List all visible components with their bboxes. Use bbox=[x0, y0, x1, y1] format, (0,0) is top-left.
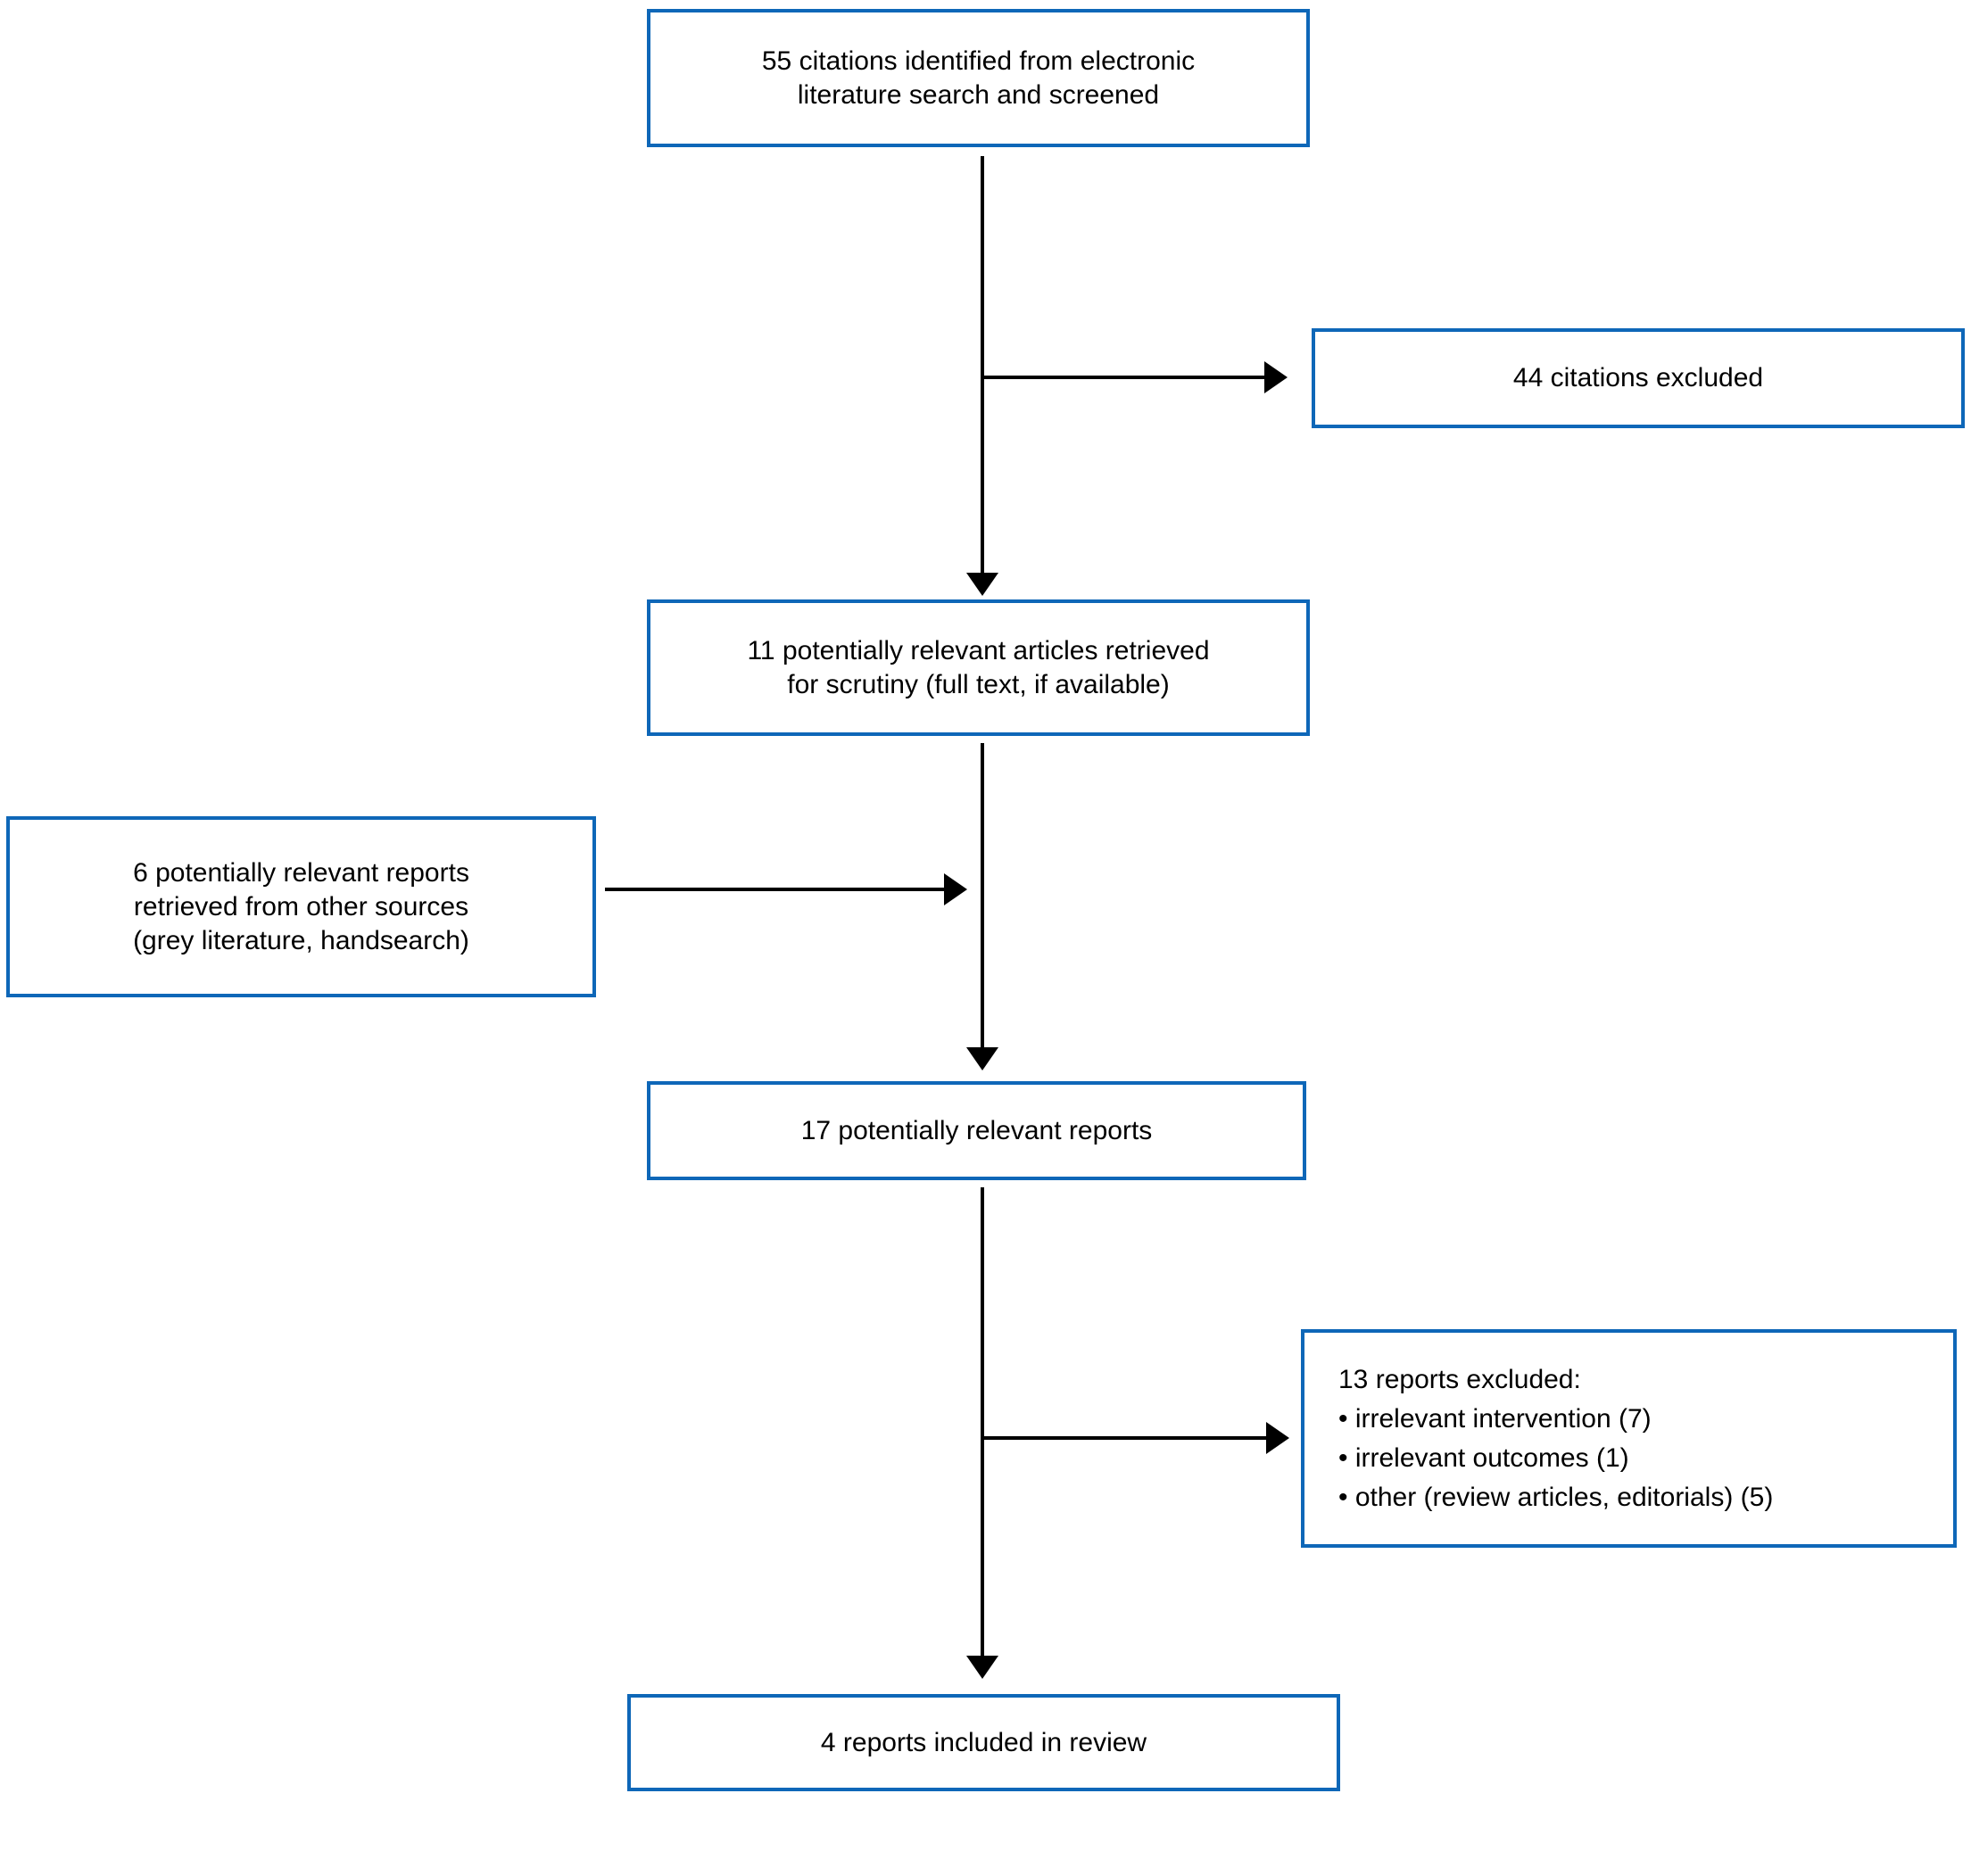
arrowhead-right-icon bbox=[944, 873, 967, 905]
node-text-line: literature search and screened bbox=[797, 79, 1160, 110]
connector-branch-citations-excluded bbox=[981, 376, 1264, 379]
node-text-line: for scrutiny (full text, if available) bbox=[787, 669, 1170, 699]
node-bullet-item: • irrelevant outcomes (1) bbox=[1338, 1442, 1629, 1473]
arrowhead-down-icon bbox=[966, 1656, 998, 1679]
node-text-line: 44 citations excluded bbox=[1512, 363, 1764, 393]
connector-identified-to-retrieved bbox=[981, 156, 984, 573]
arrowhead-right-icon bbox=[1264, 361, 1288, 393]
node-text-line: (grey literature, handsearch) bbox=[133, 925, 469, 955]
arrowhead-right-icon bbox=[1266, 1422, 1289, 1454]
node-bullet-item: • other (review articles, editorials) (5) bbox=[1338, 1482, 1774, 1512]
node-text-line: 6 potentially relevant reports bbox=[133, 857, 469, 888]
node-relevant-reports bbox=[647, 1081, 1306, 1180]
connector-branch-reports-excluded bbox=[981, 1436, 1266, 1440]
node-text-line: retrieved from other sources bbox=[133, 891, 469, 921]
node-included-in-review bbox=[627, 1694, 1340, 1791]
connector-relevant-to-included bbox=[981, 1187, 984, 1657]
connector-retrieved-to-relevant bbox=[981, 743, 984, 1049]
node-articles-retrieved bbox=[647, 599, 1310, 736]
node-text-line: 17 potentially relevant reports bbox=[800, 1115, 1153, 1145]
node-citations-excluded bbox=[1312, 328, 1965, 428]
node-reports-excluded bbox=[1301, 1329, 1957, 1548]
node-text-line: 13 reports excluded: bbox=[1338, 1364, 1581, 1394]
arrowhead-down-icon bbox=[966, 573, 998, 596]
arrowhead-down-icon bbox=[966, 1047, 998, 1070]
node-text-line: 4 reports included in review bbox=[820, 1727, 1147, 1757]
connector-other-sources-join bbox=[605, 888, 944, 891]
node-other-sources bbox=[6, 816, 596, 997]
node-bullet-item: • irrelevant intervention (7) bbox=[1338, 1403, 1652, 1434]
node-text-line: 11 potentially relevant articles retrieved bbox=[747, 635, 1210, 665]
node-citations-identified bbox=[647, 9, 1310, 147]
node-text-line: 55 citations identified from electronic bbox=[761, 45, 1196, 76]
